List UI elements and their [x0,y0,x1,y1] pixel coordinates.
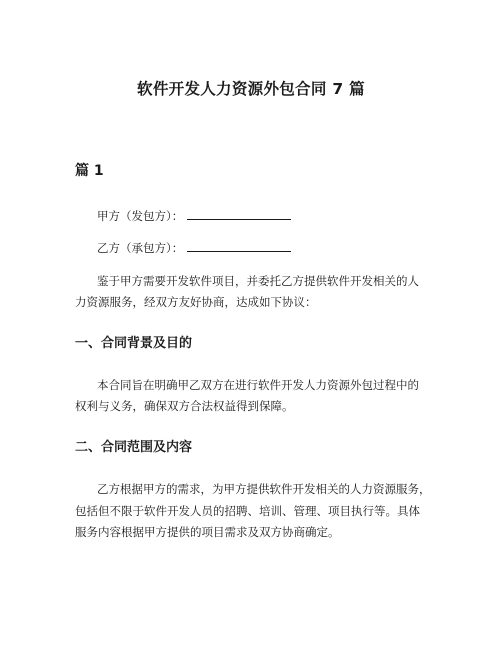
clause1-line-2: 权利与义务，确保双方合法权益得到保障。 [75,399,294,413]
party-b-blank [187,240,291,252]
party-a-line [97,208,291,224]
document-title: 软件开发人力资源外包合同 7 篇 [137,80,365,98]
clause2-line-3: 服务内容根据甲方提供的项目需求及双方协商确定。 [75,525,340,539]
clause1-heading: 一、合同背景及目的 [75,336,193,351]
party-a-label: 甲方（发包方）： [97,209,184,223]
clause2-line-1: 乙方根据甲方的需求，为甲方提供软件开发相关的人力资源服务， [97,482,431,496]
party-a-blank [187,208,291,220]
party-b-label: 乙方（承包方）： [97,241,184,255]
intro-line-2: 力资源服务，经双方友好协商，达成如下协议： [75,295,317,309]
clause2-line-2: 包括但不限于软件开发人员的招聘、培训、管理、项目执行等。具体 [75,504,420,518]
section-heading: 篇 1 [75,163,104,179]
clause2-heading: 二、合同范围及内容 [75,440,193,455]
party-b-line [97,240,291,256]
intro-line-1: 鉴于甲方需要开发软件项目，并委托乙方提供软件开发相关的人 [97,274,419,288]
clause1-line-1: 本合同旨在明确甲乙双方在进行软件开发人力资源外包过程中的 [97,378,419,392]
